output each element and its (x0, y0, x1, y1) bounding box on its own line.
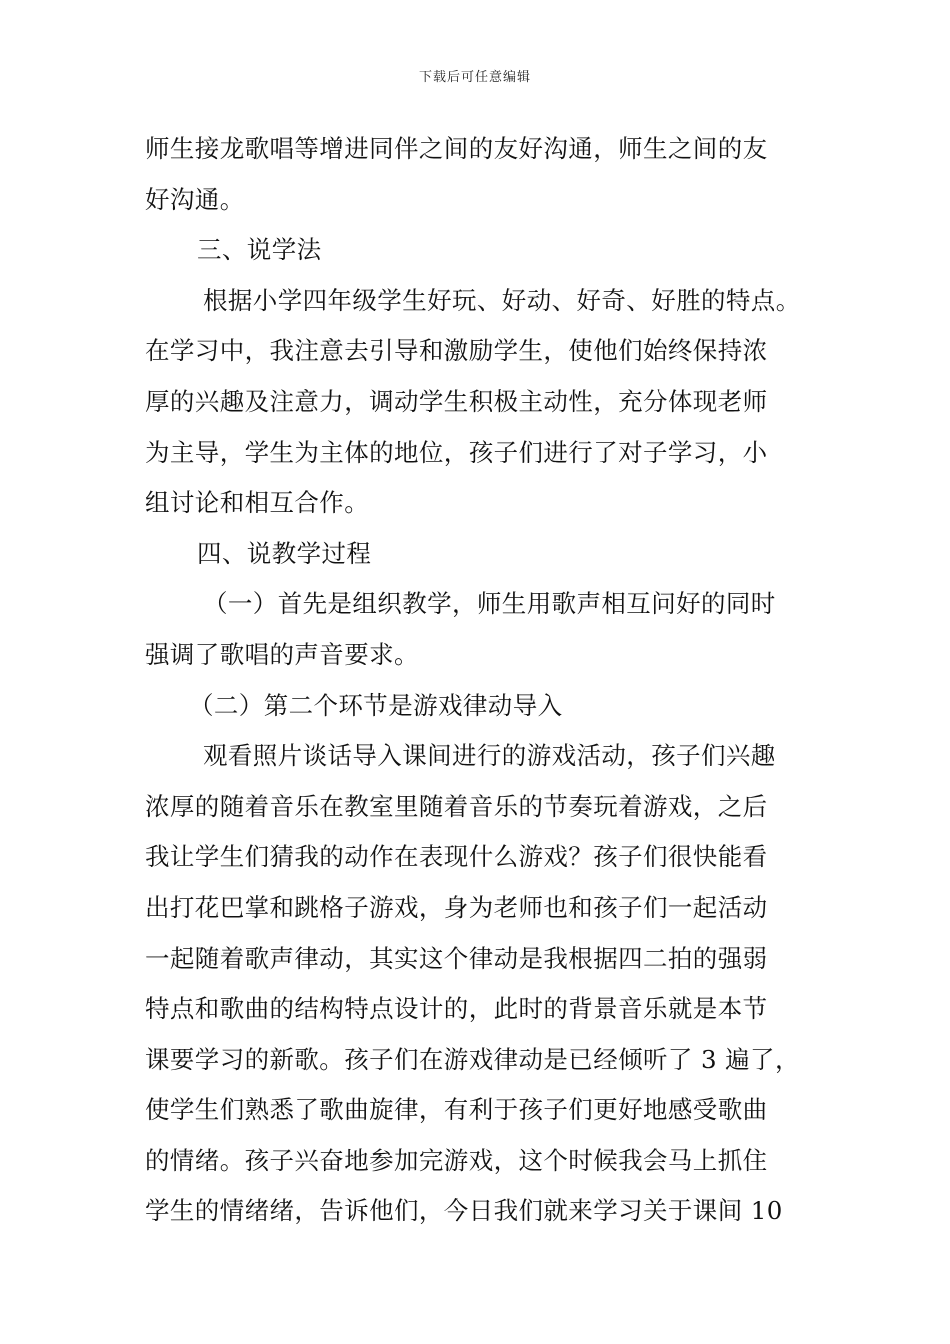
text-line: 为主导，学生为主体的地位，孩子们进行了对子学习，小 (145, 437, 768, 467)
document-body (145, 124, 810, 1237)
text-line: 出打花巴掌和跳格子游戏，身为老师也和孩子们一起活动 (145, 892, 768, 922)
subsection-heading: （二）第二个环节是游戏律动导入 (189, 690, 563, 720)
paragraph-start: （一）首先是组织教学，师生用歌声相互问好的同时 (203, 589, 776, 619)
text-line: 特点和歌曲的结构特点设计的，此时的背景音乐就是本节 (145, 994, 768, 1024)
text-line: 师生接龙歌唱等增进同伴之间的友好沟通，师生之间的友 (145, 134, 768, 163)
paragraph-start: 观看照片谈话导入课间进行的游戏活动，孩子们兴趣 (203, 741, 776, 771)
text-line: 组讨论和相互合作。 (145, 488, 370, 518)
text-line: 课要学习的新歌。孩子们在游戏律动是已经倾听了 3 遍了， (145, 1044, 800, 1074)
text-line: 厚的兴趣及注意力，调动学生积极主动性，充分体现老师 (145, 386, 768, 416)
text-line: 浓厚的随着音乐在教室里随着音乐的节奏玩着游戏，之后 (145, 791, 768, 821)
text-line: 一起随着歌声律动，其实这个律动是我根据四二拍的强弱 (145, 943, 768, 973)
text-line: 的情绪。孩子兴奋地参加完游戏，这个时候我会马上抓住 (145, 1145, 768, 1175)
text-line: 强调了歌唱的声音要求。 (145, 639, 419, 669)
text-line: 我让学生们猜我的动作在表现什么游戏？孩子们很快能看 (145, 842, 768, 872)
paragraph-start: 根据小学四年级学生好玩、好动、好奇、好胜的特点。 (203, 285, 801, 315)
text-line: 好沟通。 (145, 184, 245, 214)
text-line: 使学生们熟悉了歌曲旋律，有利于孩子们更好地感受歌曲 (145, 1095, 768, 1125)
text-line: 在学习中，我注意去引导和激励学生，使他们始终保持浓 (145, 336, 768, 366)
section-heading: 三、说学法 (197, 235, 322, 265)
section-heading: 四、说教学过程 (197, 538, 372, 568)
page-header: 下载后可任意编辑 (418, 70, 531, 85)
text-line: 学生的情绪绪，告诉他们，今日我们就来学习关于课间 10 (145, 1196, 783, 1226)
